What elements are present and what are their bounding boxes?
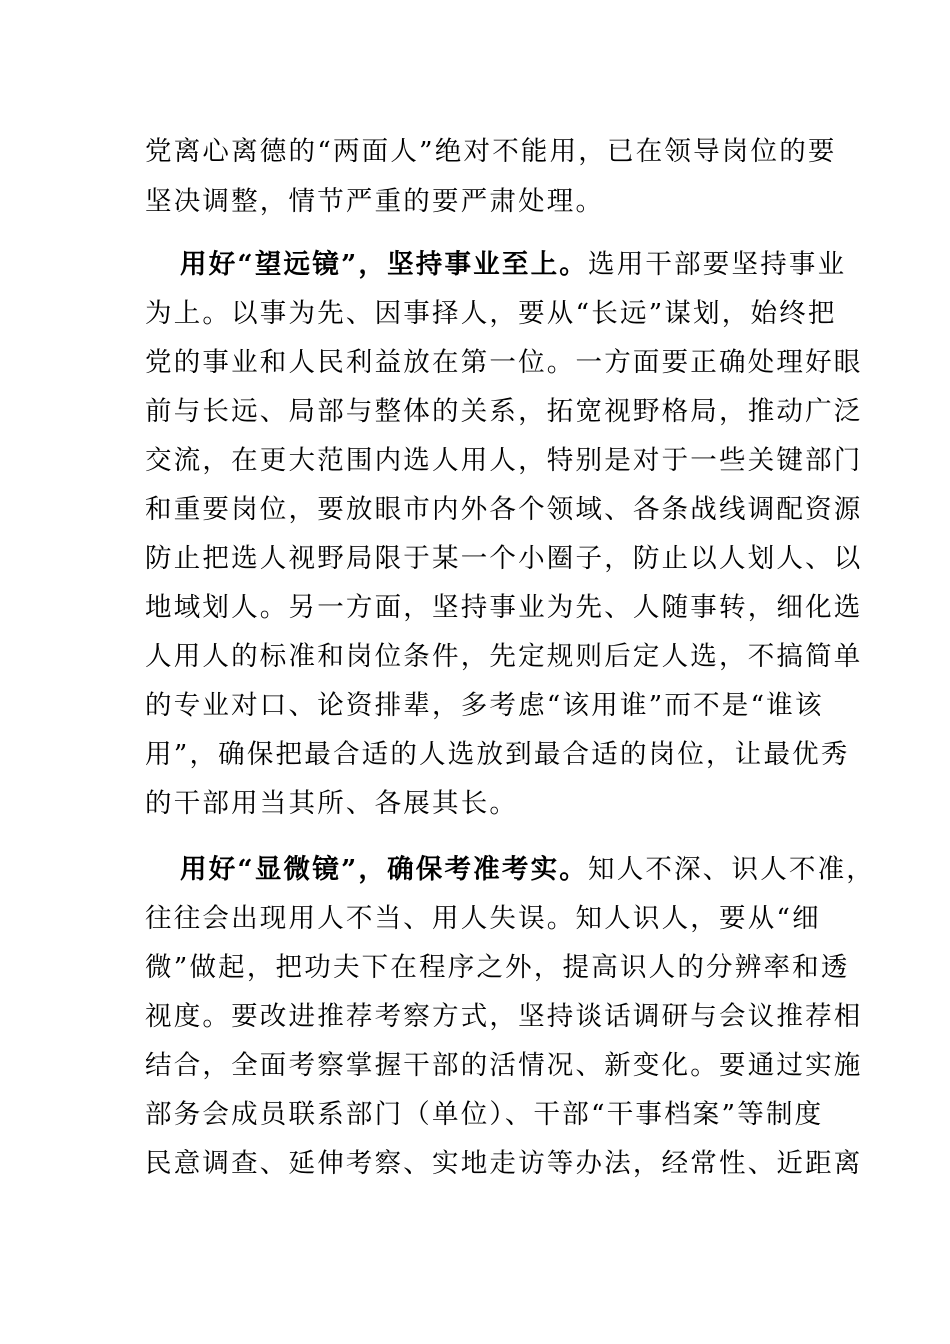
paragraph-2-first-line [180,245,860,285]
paragraph-2-line: 用”，确保把最合适的人选放到最合适的岗位，让最优秀 [145,739,850,770]
paragraph-2-line: 防止把选人视野局限于某一个小圈子，防止以人划人、以 [145,543,863,574]
paragraph-3-line: 视度。要改进推荐考察方式，坚持谈话调研与会议推荐相 [145,1001,863,1032]
paragraph-3-line: 部务会成员联系部门（单位）、干部“干事档案”等制度 [145,1099,824,1130]
paragraph-3-first-line-text: 知人不深、识人不准， [588,854,875,885]
paragraph-2-line: 交流，在更大范围内选人用人，特别是对于一些关键部门 [145,445,863,476]
paragraph-2-first-line-text: 选用干部要坚持事业 [588,249,847,280]
paragraph-2-line: 地域划人。另一方面，坚持事业为先、人随事转，细化选 [145,592,863,623]
paragraph-3-line: 民意调查、延伸考察、实地走访等办法，经常性、近距离 [145,1148,863,1179]
paragraph-2-line: 和重要岗位，要放眼市内外各个领域、各条战线调配资源 [145,494,863,525]
paragraph-1-line-1: 党离心离德的“两面人”绝对不能用，已在领导岗位的要 [145,136,837,167]
paragraph-2-line: 人用人的标准和岗位条件，先定规则后定人选，不搞简单 [145,641,863,672]
paragraph-3-line: 微”做起，把功夫下在程序之外，提高识人的分辨率和透 [145,952,850,983]
paragraph-3-line: 往往会出现用人不当、用人失误。知人识人，要从“细 [145,903,821,934]
paragraph-2-heading: 用好“望远镜”，坚持事业至上。 [180,249,588,280]
paragraph-2-line: 为上。以事为先、因事择人，要从“长远”谋划，始终把 [145,298,837,329]
paragraph-1-line-2: 坚决调整，情节严重的要严肃处理。 [145,186,605,217]
paragraph-3-first-line [180,850,875,890]
paragraph-2-line: 党的事业和人民利益放在第一位。一方面要正确处理好眼 [145,347,863,378]
paragraph-2-line: 的干部用当其所、各展其长。 [145,788,519,819]
paragraph-3-line: 结合，全面考察掌握干部的活情况、新变化。要通过实施 [145,1050,863,1081]
paragraph-2-line: 的专业对口、论资排辈，多考虑“该用谁”而不是“谁该 [145,690,824,721]
paragraph-3-heading: 用好“显微镜”，确保考准考实。 [180,854,588,885]
paragraph-2-line: 前与长远、局部与整体的关系，拓宽视野格局，推动广泛 [145,396,863,427]
